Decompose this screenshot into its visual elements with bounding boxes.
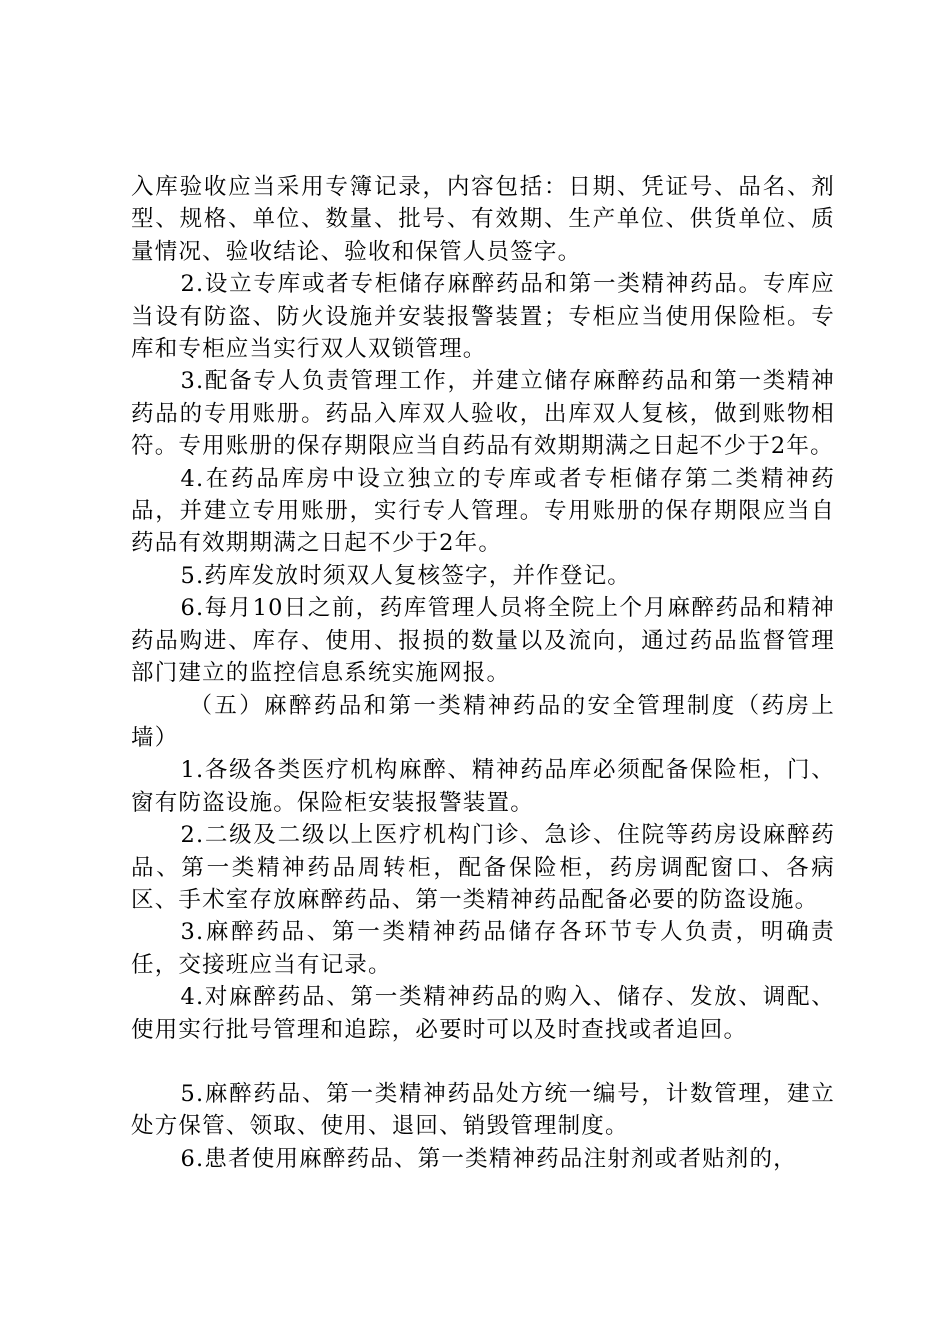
document-body [131, 171, 835, 1175]
paragraph-safety-item-6: 6.患者使用麻醉药品、第一类精神药品注射剂或者贴剂的， [180, 1145, 797, 1172]
paragraph-item-4-second-class: 4.在药品库房中设立独立的专库或者专柜储存第二类精神药品，并建立专用账册，实行专人管理。专用账册的保存期限应当自药品有效期期满之日起不少于2年。 [131, 465, 835, 557]
paragraph-receiving-record: 入库验收应当采用专簿记录，内容包括：日期、凭证号、品名、剂型、规格、单位、数量、批号、有效期、生产单位、供货单位、质量情况、验收结论、验收和保管人员签字。 [131, 174, 835, 265]
paragraph-item-2-storage: 2.设立专库或者专柜储存麻醉药品和第一类精神药品。专库应当设有防盗、防火设施并安装报警装置；专柜应当使用保险柜。专库和专柜应当实行双人双锁管理。 [131, 271, 835, 363]
paragraph-safety-item-4: 4.对麻醉药品、第一类精神药品的购入、储存、发放、调配、使用实行批号管理和追踪，必要时可以及时查找或者追回。 [131, 984, 835, 1043]
paragraph-safety-item-2: 2.二级及二级以上医疗机构门诊、急诊、住院等药房设麻醉药品、第一类精神药品周转柜，配备保险柜，药房调配窗口、各病区、手术室存放麻醉药品、第一类精神药品配备必要的防盗设施。 [131, 822, 835, 913]
paragraph-item-3-ledger: 3.配备专人负责管理工作，并建立储存麻醉药品和第一类精神药品的专用账册。药品入库双人验收，出库双人复核，做到账物相符。专用账册的保存期限应当自药品有效期期满之日起不少于2年。 [131, 368, 835, 460]
section-heading-safety: （五）麻醉药品和第一类精神药品的安全管理制度（药房上墙） [131, 692, 835, 751]
paragraph-item-6-reporting: 6.每月10日之前，药库管理人员将全院上个月麻醉药品和精神药品购进、库存、使用、报损的数量以及流向，通过药品监督管理部门建立的监控信息系统实施网报。 [131, 595, 835, 687]
paragraph-safety-item-3: 3.麻醉药品、第一类精神药品储存各环节专人负责，明确责任，交接班应当有记录。 [131, 919, 835, 978]
paragraph-safety-item-1: 1.各级各类医疗机构麻醉、精神药品库必须配备保险柜，门、窗有防盗设施。保险柜安装报警装置。 [131, 757, 835, 816]
paragraph-item-5-dispensing: 5.药库发放时须双人复核签字，并作登记。 [180, 562, 631, 589]
paragraph-safety-item-5: 5.麻醉药品、第一类精神药品处方统一编号，计数管理，建立处方保管、领取、使用、退回、销毁管理制度。 [131, 1080, 835, 1140]
